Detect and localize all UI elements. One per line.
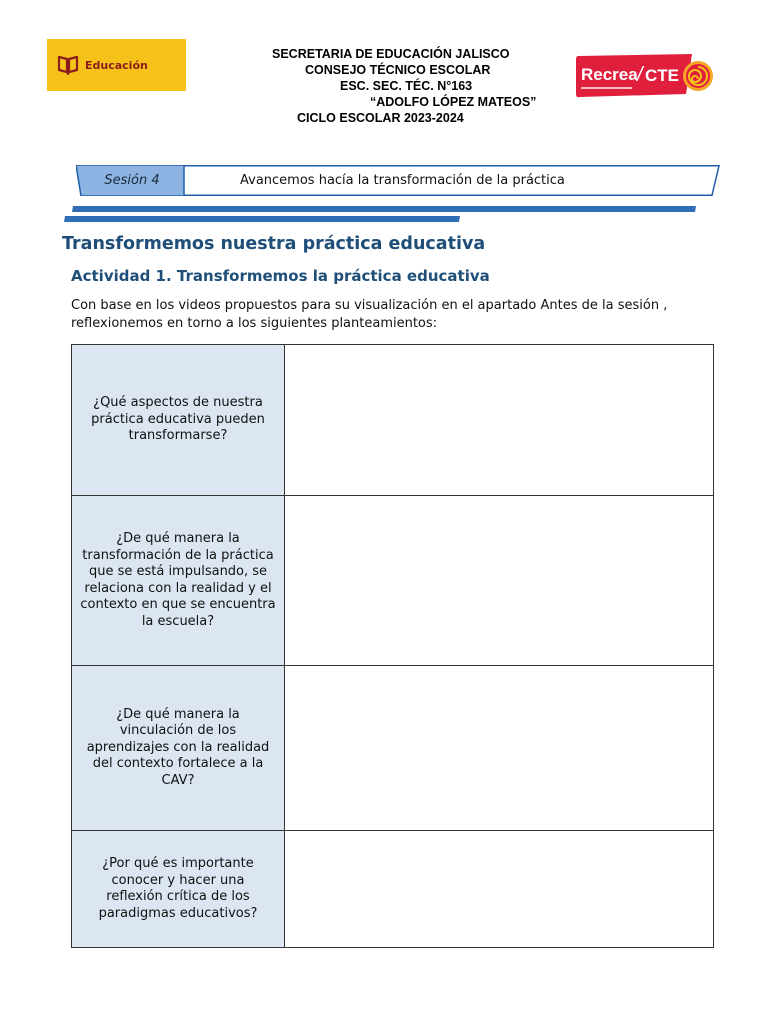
header-line-2: CONSEJO TÉCNICO ESCOLAR [305,63,491,77]
reflection-table [71,344,714,948]
question-cell [72,831,285,948]
table-row [72,666,714,831]
question-text: ¿Qué aspectos de nuestra práctica educativa pueden transformarse? [91,395,265,444]
question-text: ¿De qué manera la vinculación de los aprendizajes con la realidad del contexto fortalece a la CAV? [86,706,270,788]
header-line-1: SECRETARIA DE EDUCACIÓN JALISCO [272,47,510,61]
answer-cell[interactable] [285,666,714,831]
decorative-stripe [64,216,460,222]
intro-line: Con base en los videos propuestos para su visualización en el apartado Antes de la sesión , [71,298,668,313]
recrea-text: Recrea [581,65,638,84]
session-label: Sesión 4 [104,173,160,188]
recrea-cte-logo [574,50,714,102]
open-book-icon [57,53,79,79]
question-cell [72,345,285,496]
intro-line: reflexionemos en torno a los siguientes planteamientos: [71,316,438,331]
header-line-5: CICLO ESCOLAR 2023-2024 [297,111,464,125]
table-row [72,831,714,948]
page-title: Transformemos nuestra práctica educativa [62,234,486,254]
header-line-4: “ADOLFO LÓPEZ MATEOS” [370,95,537,109]
table-row [72,345,714,496]
answer-cell[interactable] [285,831,714,948]
decorative-stripe [72,206,696,212]
educacion-logo [47,39,186,91]
question-cell [72,666,285,831]
recrea-separator: / [637,64,643,86]
intro-paragraph [71,297,731,333]
session-title: Avancemos hacía la transformación de la práctica [240,173,565,188]
answer-cell[interactable] [285,345,714,496]
question-cell [72,496,285,666]
header-line-3: ESC. SEC. TÉC. N°163 [340,79,473,93]
activity-heading: Actividad 1. Transformemos la práctica educativa [71,267,490,285]
cte-text: CTE [645,66,679,85]
educacion-logo-text: Educación [85,58,148,72]
answer-cell[interactable] [285,496,714,666]
question-text: ¿Por qué es importante conocer y hacer una reflexión crítica de los paradigmas educativos? [98,856,258,921]
table-row [72,496,714,666]
question-text: ¿De qué manera la transformación de la práctica que se está impulsando, se relaciona con la realidad y el contexto en que se encuentra la escuela? [80,531,276,629]
